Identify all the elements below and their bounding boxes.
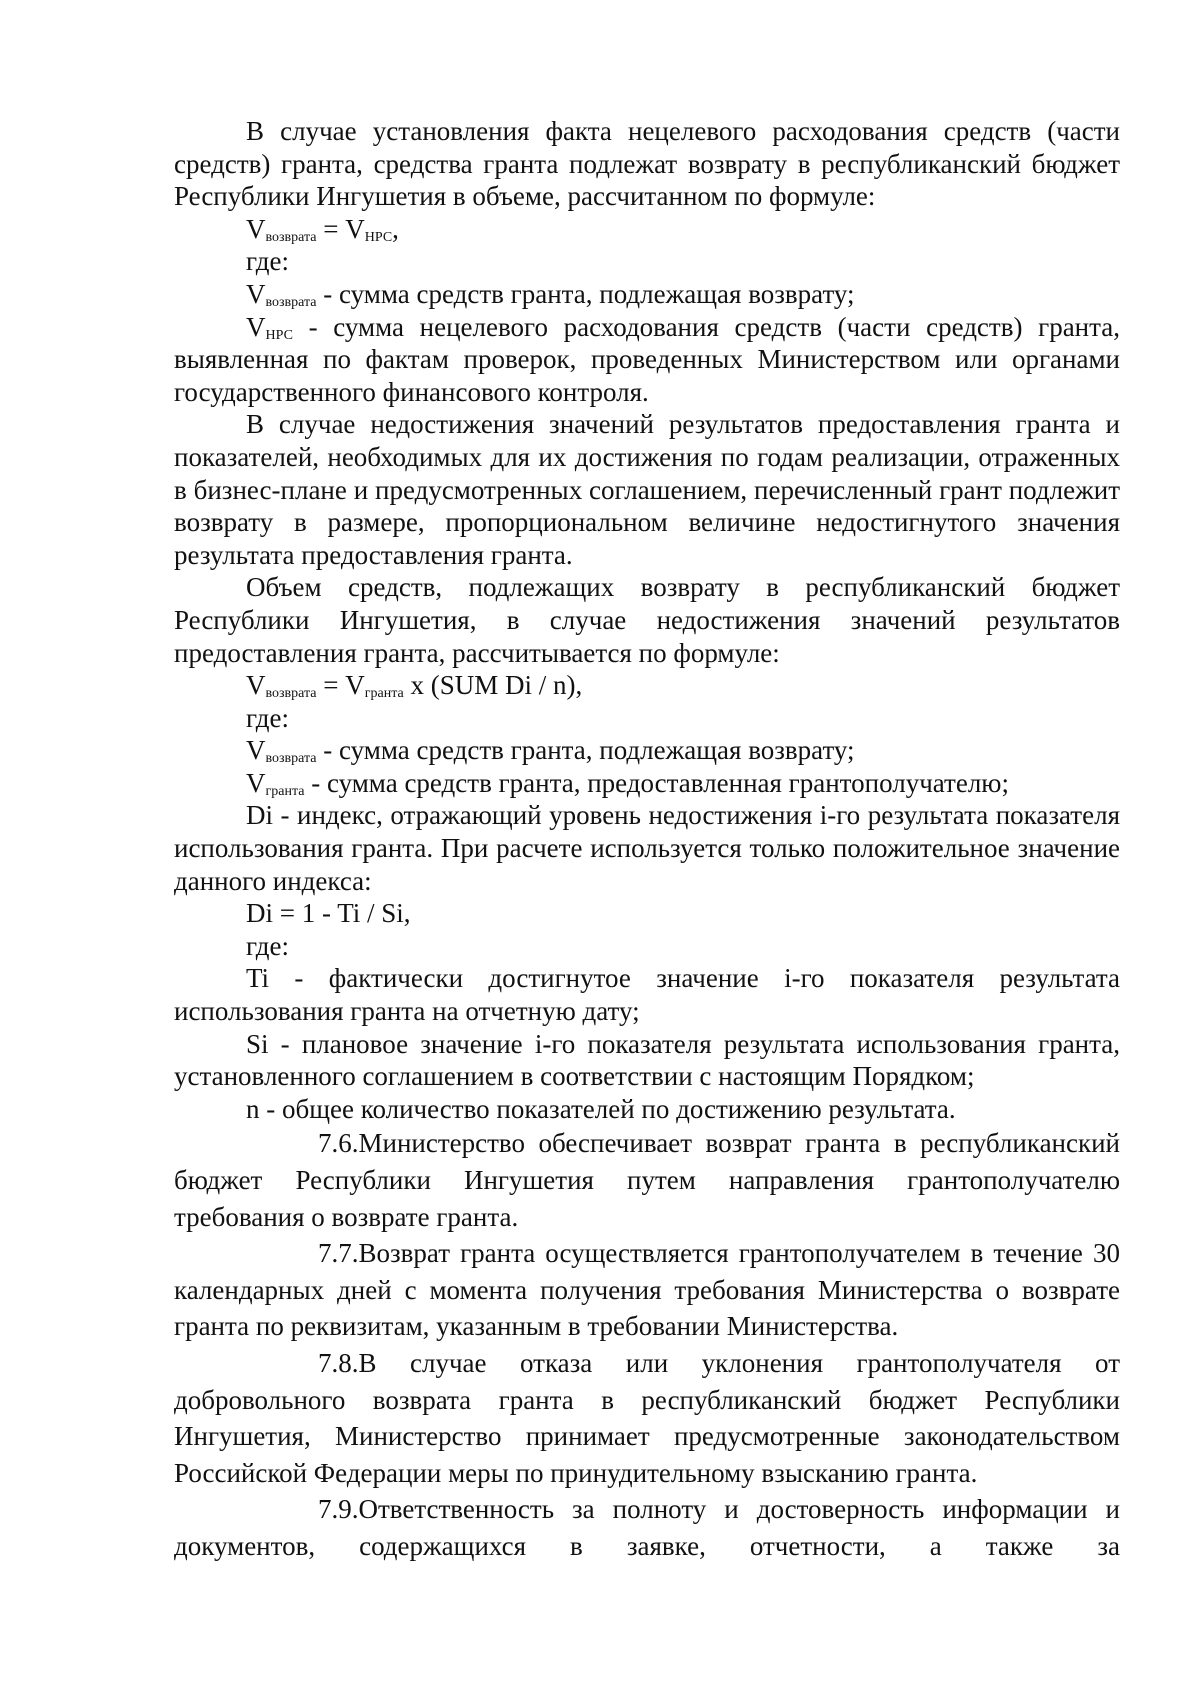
definition-si: Si - плановое значение i-го показателя результата использования гранта, установленного соглашением в соответствии с настоящим Порядком;	[174, 1028, 1120, 1092]
paragraph-volume-return: Объем средств, подлежащих возврату в республиканский бюджет Республики Ингушетия, в случае недостижения значений результатов предоставления гранта, рассчитывается по формуле:	[174, 572, 1120, 668]
formula-return-misuse: $V_{возврата} = V_{НРС}$,	[246, 213, 399, 245]
section-7-9: 7.9.Ответственность за полноту и достоверность информации и документов, содержащихся в заявке, отчетности, а также за	[174, 1494, 1120, 1561]
definition-ti: Ti - фактически достигнутое значение i-го показателя результата использования гранта на отчетную дату;	[174, 963, 1120, 1027]
definition-n: n - общее количество показателей по достижению результата.	[246, 1093, 956, 1124]
where-label: где:	[246, 702, 289, 733]
definition-di: Di - индекс, отражающий уровень недостижения i-го результата показателя использования гранта. При расчете используется только положительное значение данного индекса:	[174, 800, 1120, 896]
paragraph-misuse-return: В случае установления факта нецелевого расходования средств (части средств) гранта, средства гранта подлежат возврату в республиканский бюджет Республики Ингушетия в объеме, рассчитанном по формуле:	[174, 116, 1120, 212]
paragraph-non-achievement: В случае недостижения значений результатов предоставления гранта и показателей, необходимых для их достижения по годам реализации, отраженных в бизнес-плане и предусмотренных соглашением, перечисленный грант подлежит возврату в размере, пропорциональном величине недостигнутого значения результата предоставления гранта.	[174, 409, 1120, 570]
formula-di: Di = 1 - Ti / Si,	[246, 898, 411, 929]
where-label: где:	[246, 246, 289, 277]
where-label: где:	[246, 930, 289, 961]
document-page	[174, 115, 1120, 1565]
definition-v-return: $V_{возврата}$ - сумма средств гранта, подлежащая возврату;	[246, 735, 855, 767]
definition-v-grant: $V_{гранта}$ - сумма средств гранта, предоставленная грантополучателю;	[246, 767, 1009, 799]
definition-v-return: $V_{возврата}$ - сумма средств гранта, подлежащая возврату;	[246, 278, 855, 310]
formula-return-grant: $V_{возврата} = V_{гранта}$ x (SUM Di / n),	[246, 670, 583, 702]
section-7-8: 7.8.В случае отказа или уклонения грантополучателя от добровольного возврата гранта в республиканский бюджет Республики Ингушетия, Министерство принимает предусмотренные законодательством Российской Федерации меры по принудительному взысканию гранта.	[174, 1347, 1120, 1488]
section-7-6: 7.6.Министерство обеспечивает возврат гранта в республиканский бюджет Республики Ингушетия путем направления грантополучателю требования о возврате гранта.	[174, 1128, 1120, 1232]
section-7-7: 7.7.Возврат гранта осуществляется грантополучателем в течение 30 календарных дней с момента получения требования Министерства о возврате гранта по реквизитам, указанным в требовании Министерства.	[174, 1238, 1120, 1342]
definition-v-nrs: $V_{НРС}$ - сумма нецелевого расходования средств (части средств) гранта, выявленная по фактам проверок, проведенных Министерством или органами государственного финансового контроля.	[174, 311, 1120, 407]
